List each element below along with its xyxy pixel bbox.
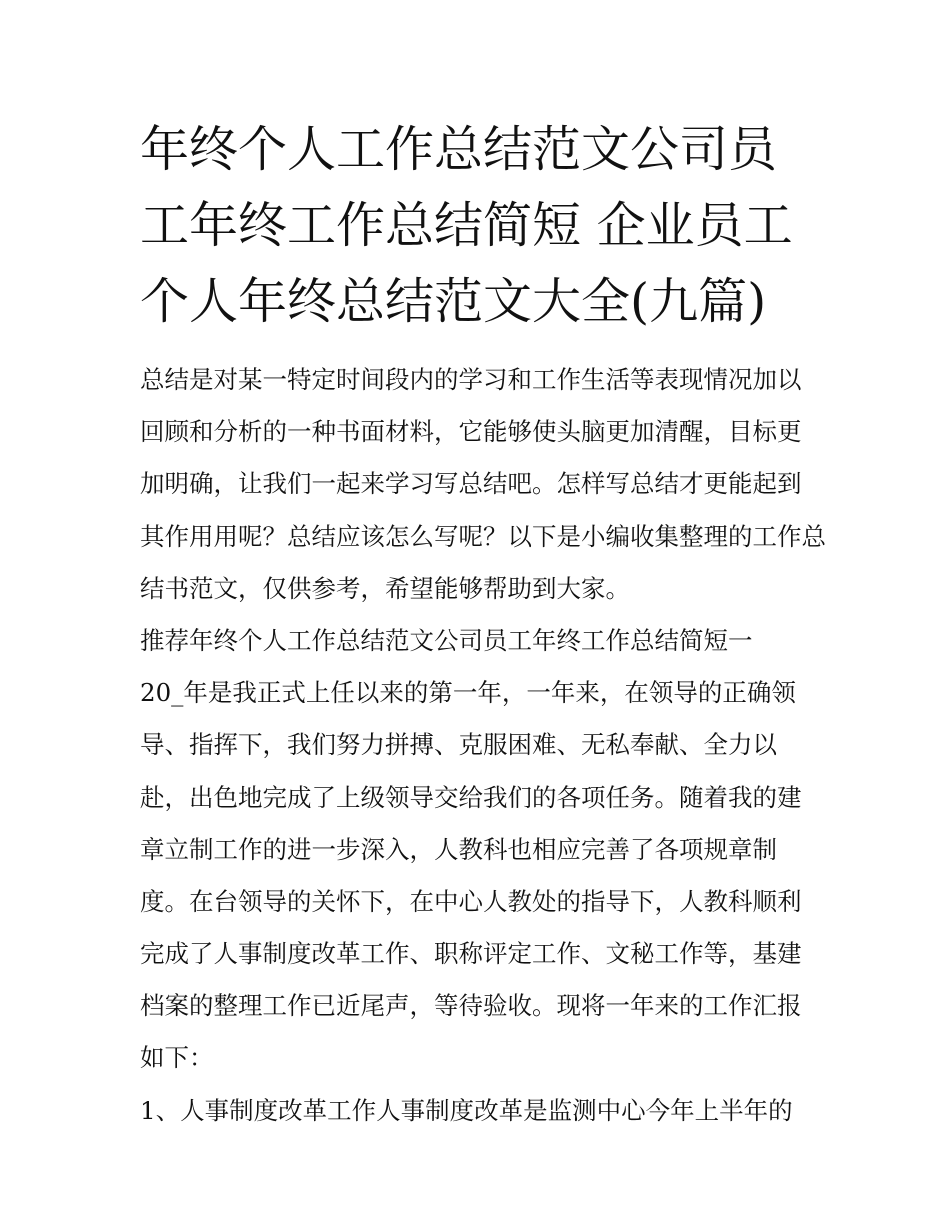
title-line-1: 年终个人工作总结范文公司员 — [140, 121, 778, 178]
section-heading: 推荐年终个人工作总结范文公司员工年终工作总结简短一 — [140, 625, 753, 655]
intro-line-2: 回顾和分析的一种书面材料，它能够使头脑更加清醒，目标更 — [140, 417, 802, 447]
section-line-5: 度。在台领导的关怀下，在中心人教处的指导下，人教科顺利 — [140, 886, 802, 916]
document-body — [140, 354, 826, 1137]
section-line-3: 赴，出色地完成了上级领导交给我们的各项任务。随着我的建 — [140, 782, 802, 812]
intro-line-5: 结书范文，仅供参考，希望能够帮助到大家。 — [140, 573, 630, 603]
section-line-8: 如下： — [140, 1043, 214, 1073]
item-1-line: 1、人事制度改革工作人事制度改革是监测中心今年上半年的 — [140, 1095, 793, 1125]
section-line-1: 20_年是我正式上任以来的第一年，一年来，在领导的正确领 — [140, 678, 796, 708]
intro-line-4: 其作用用呢？总结应该怎么写呢？以下是小编收集整理的工作总 — [140, 521, 826, 551]
intro-line-1: 总结是对某一特定时间段内的学习和工作生活等表现情况加以 — [140, 365, 802, 394]
document-content — [140, 112, 826, 1137]
section-line-4: 章立制工作的进一步深入，人教科也相应完善了各项规章制 — [140, 834, 777, 864]
section-line-6: 完成了人事制度改革工作、职称评定工作、文秘工作等，基建 — [140, 939, 802, 969]
document-title — [140, 112, 820, 340]
section-line-7: 档案的整理工作已近尾声，等待验收。现将一年来的工作汇报 — [140, 991, 802, 1021]
title-line-3: 个人年终总结范文大全(九篇) — [140, 273, 767, 330]
intro-line-3: 加明确，让我们一起来学习写总结吧。怎样写总结才更能起到 — [140, 469, 802, 499]
title-line-2: 工年终工作总结简短 企业员工 — [140, 197, 793, 254]
section-line-2: 导、指挥下，我们努力拼搏、克服困难、无私奉献、全力以 — [140, 730, 777, 760]
